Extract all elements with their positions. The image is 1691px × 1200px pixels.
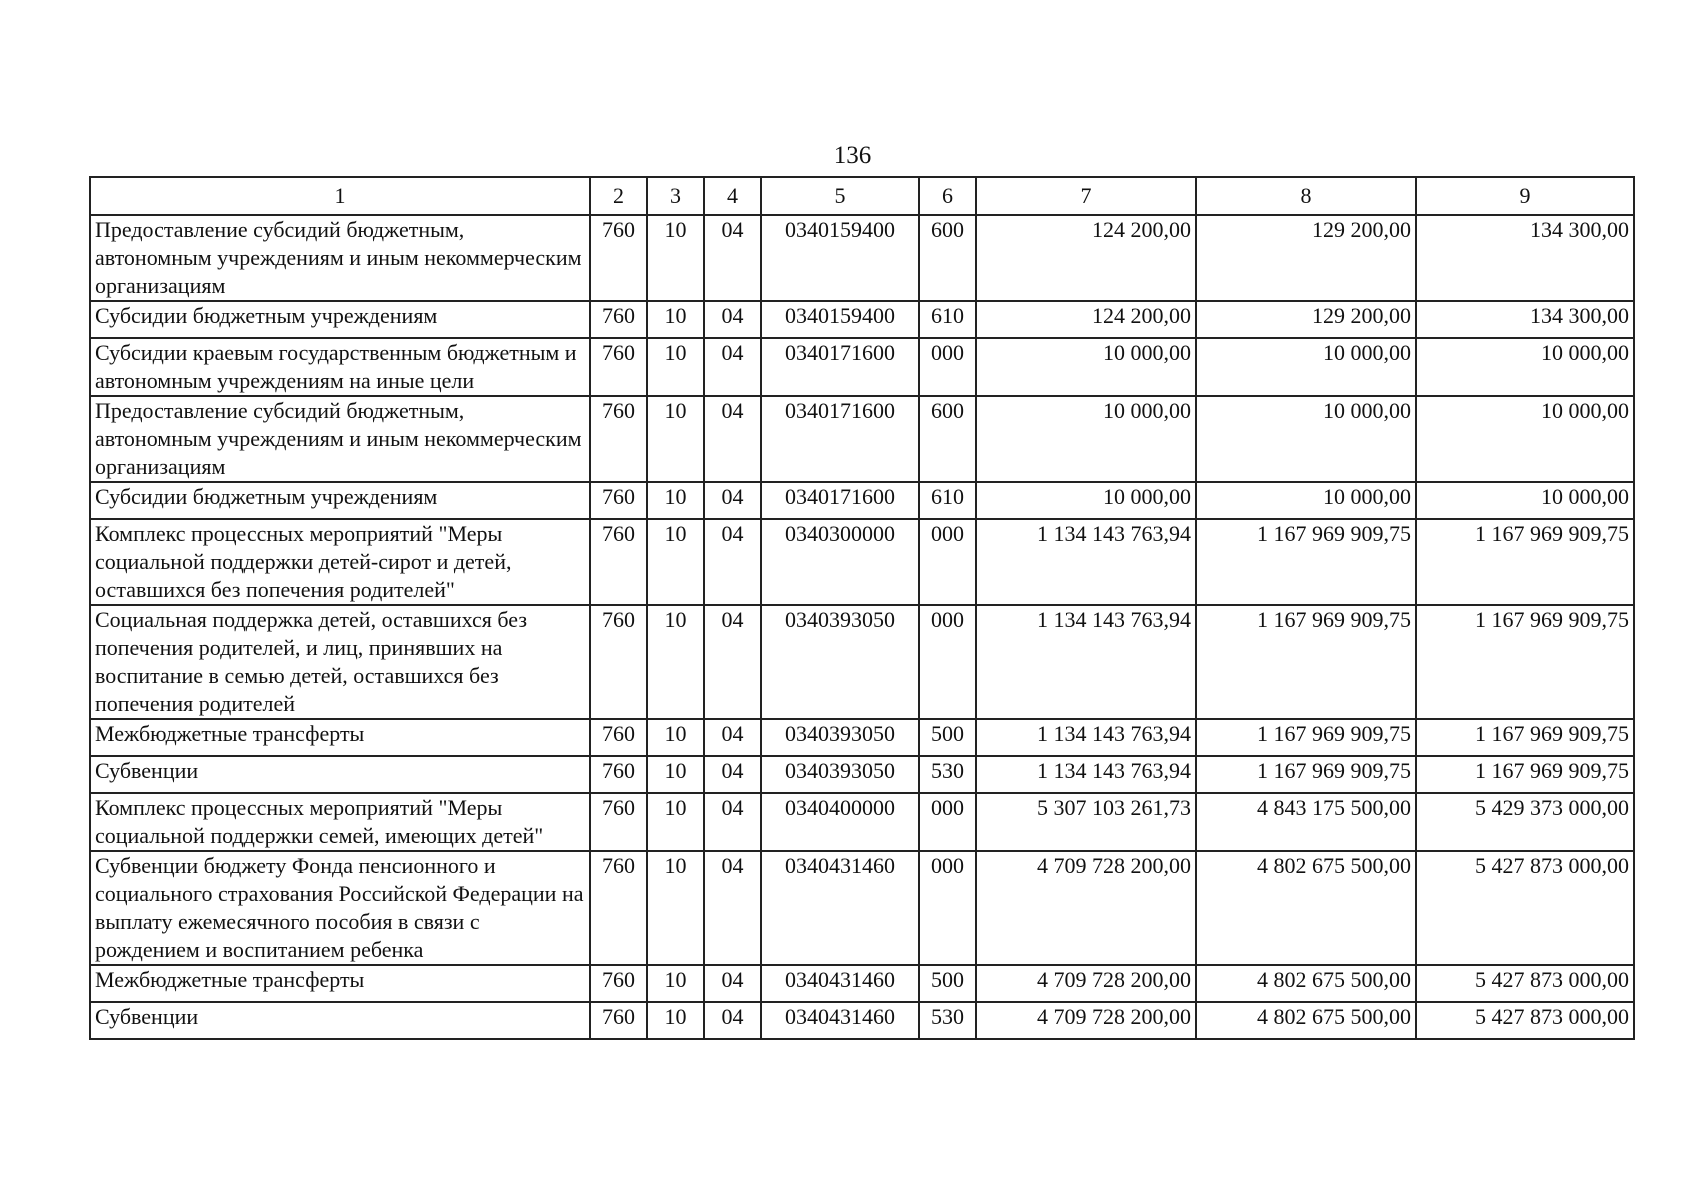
cell-amount: 1 134 143 763,94 (976, 605, 1196, 719)
column-header: 7 (976, 177, 1196, 215)
column-header: 2 (590, 177, 647, 215)
cell-code: 500 (919, 719, 976, 756)
cell-code: 500 (919, 965, 976, 1002)
cell-code: 04 (704, 851, 761, 965)
cell-code: 10 (647, 338, 704, 396)
cell-code: 0340431460 (761, 1002, 919, 1039)
cell-code: 610 (919, 301, 976, 338)
table-row (90, 396, 1634, 482)
cell-code: 04 (704, 1002, 761, 1039)
cell-code: 10 (647, 482, 704, 519)
cell-code: 0340159400 (761, 301, 919, 338)
cell-amount: 124 200,00 (976, 301, 1196, 338)
cell-code: 000 (919, 605, 976, 719)
cell-amount: 1 167 969 909,75 (1196, 519, 1416, 605)
cell-code: 760 (590, 482, 647, 519)
table-row (90, 719, 1634, 756)
cell-amount: 1 167 969 909,75 (1196, 605, 1416, 719)
cell-code: 04 (704, 793, 761, 851)
cell-code: 760 (590, 756, 647, 793)
cell-code: 000 (919, 338, 976, 396)
cell-code: 0340431460 (761, 851, 919, 965)
table-row (90, 605, 1634, 719)
column-header: 1 (90, 177, 590, 215)
cell-amount: 10 000,00 (1416, 482, 1634, 519)
cell-code: 04 (704, 301, 761, 338)
cell-amount: 10 000,00 (1196, 396, 1416, 482)
cell-code: 760 (590, 519, 647, 605)
column-header: 3 (647, 177, 704, 215)
cell-code: 04 (704, 338, 761, 396)
row-name: Межбюджетные трансферты (90, 719, 590, 756)
row-name: Субсидии бюджетным учреждениям (90, 301, 590, 338)
cell-amount: 1 134 143 763,94 (976, 719, 1196, 756)
cell-code: 10 (647, 396, 704, 482)
table-row (90, 482, 1634, 519)
cell-amount: 5 429 373 000,00 (1416, 793, 1634, 851)
cell-code: 04 (704, 965, 761, 1002)
cell-code: 04 (704, 482, 761, 519)
column-header: 6 (919, 177, 976, 215)
cell-code: 530 (919, 1002, 976, 1039)
table-row (90, 756, 1634, 793)
cell-amount: 10 000,00 (1196, 482, 1416, 519)
cell-amount: 129 200,00 (1196, 215, 1416, 301)
cell-code: 04 (704, 519, 761, 605)
cell-code: 0340171600 (761, 482, 919, 519)
cell-code: 0340171600 (761, 396, 919, 482)
cell-code: 04 (704, 215, 761, 301)
cell-code: 10 (647, 756, 704, 793)
page-number: 136 (833, 142, 872, 169)
table-row (90, 338, 1634, 396)
cell-amount: 10 000,00 (1196, 338, 1416, 396)
table-row (90, 301, 1634, 338)
cell-code: 10 (647, 719, 704, 756)
row-name: Субвенции бюджету Фонда пенсионного и социального страхования Российской Федерации на выплату ежемесячного пособия в связи с рождением и воспитанием ребенка (90, 851, 590, 965)
cell-amount: 1 167 969 909,75 (1196, 719, 1416, 756)
cell-amount: 4 709 728 200,00 (976, 851, 1196, 965)
cell-amount: 1 167 969 909,75 (1416, 719, 1634, 756)
cell-code: 760 (590, 1002, 647, 1039)
cell-code: 000 (919, 519, 976, 605)
cell-code: 04 (704, 605, 761, 719)
cell-code: 760 (590, 215, 647, 301)
cell-code: 760 (590, 605, 647, 719)
cell-amount: 10 000,00 (1416, 338, 1634, 396)
cell-code: 760 (590, 338, 647, 396)
row-name: Субвенции (90, 756, 590, 793)
cell-amount: 4 709 728 200,00 (976, 965, 1196, 1002)
cell-code: 760 (590, 719, 647, 756)
cell-amount: 4 802 675 500,00 (1196, 851, 1416, 965)
column-header: 9 (1416, 177, 1634, 215)
cell-code: 600 (919, 396, 976, 482)
cell-amount: 1 167 969 909,75 (1416, 605, 1634, 719)
cell-amount: 4 709 728 200,00 (976, 1002, 1196, 1039)
column-header: 4 (704, 177, 761, 215)
cell-amount: 4 802 675 500,00 (1196, 965, 1416, 1002)
cell-amount: 1 167 969 909,75 (1416, 756, 1634, 793)
cell-code: 610 (919, 482, 976, 519)
cell-code: 0340300000 (761, 519, 919, 605)
cell-amount: 1 134 143 763,94 (976, 519, 1196, 605)
cell-amount: 10 000,00 (976, 482, 1196, 519)
cell-code: 10 (647, 965, 704, 1002)
cell-amount: 10 000,00 (1416, 396, 1634, 482)
row-name: Межбюджетные трансферты (90, 965, 590, 1002)
cell-code: 0340393050 (761, 605, 919, 719)
cell-amount: 124 200,00 (976, 215, 1196, 301)
row-name: Комплекс процессных мероприятий "Меры социальной поддержки детей-сирот и детей, оставшихся без попечения родителей" (90, 519, 590, 605)
row-name: Предоставление субсидий бюджетным, автономным учреждениям и иным некоммерческим организациям (90, 215, 590, 301)
cell-code: 600 (919, 215, 976, 301)
cell-code: 10 (647, 851, 704, 965)
cell-amount: 1 134 143 763,94 (976, 756, 1196, 793)
cell-amount: 1 167 969 909,75 (1196, 756, 1416, 793)
cell-code: 0340400000 (761, 793, 919, 851)
cell-code: 10 (647, 215, 704, 301)
row-name: Комплекс процессных мероприятий "Меры социальной поддержки семей, имеющих детей" (90, 793, 590, 851)
cell-code: 0340431460 (761, 965, 919, 1002)
cell-code: 000 (919, 793, 976, 851)
cell-code: 10 (647, 793, 704, 851)
column-header: 5 (761, 177, 919, 215)
cell-code: 530 (919, 756, 976, 793)
table-row (90, 851, 1634, 965)
header-row (90, 177, 1634, 215)
cell-amount: 10 000,00 (976, 338, 1196, 396)
cell-amount: 5 427 873 000,00 (1416, 1002, 1634, 1039)
cell-code: 04 (704, 719, 761, 756)
cell-code: 760 (590, 301, 647, 338)
cell-amount: 5 427 873 000,00 (1416, 851, 1634, 965)
cell-code: 760 (590, 396, 647, 482)
row-name: Предоставление субсидий бюджетным, автономным учреждениям и иным некоммерческим организациям (90, 396, 590, 482)
cell-code: 760 (590, 793, 647, 851)
cell-code: 0340393050 (761, 719, 919, 756)
row-name: Субвенции (90, 1002, 590, 1039)
cell-code: 0340159400 (761, 215, 919, 301)
cell-code: 10 (647, 1002, 704, 1039)
budget-table (89, 176, 1635, 1040)
cell-amount: 134 300,00 (1416, 301, 1634, 338)
cell-amount: 4 843 175 500,00 (1196, 793, 1416, 851)
cell-code: 760 (590, 965, 647, 1002)
cell-code: 04 (704, 396, 761, 482)
cell-amount: 10 000,00 (976, 396, 1196, 482)
table-row (90, 519, 1634, 605)
cell-code: 04 (704, 756, 761, 793)
cell-code: 10 (647, 301, 704, 338)
table-row (90, 793, 1634, 851)
cell-code: 760 (590, 851, 647, 965)
cell-code: 0340171600 (761, 338, 919, 396)
row-name: Социальная поддержка детей, оставшихся без попечения родителей, и лиц, принявших на воспитание в семью детей, оставшихся без попечения родителей (90, 605, 590, 719)
cell-code: 0340393050 (761, 756, 919, 793)
cell-amount: 5 427 873 000,00 (1416, 965, 1634, 1002)
cell-code: 10 (647, 605, 704, 719)
table-row (90, 1002, 1634, 1039)
table-row (90, 965, 1634, 1002)
table-row (90, 215, 1634, 301)
column-header: 8 (1196, 177, 1416, 215)
row-name: Субсидии бюджетным учреждениям (90, 482, 590, 519)
cell-amount: 129 200,00 (1196, 301, 1416, 338)
cell-code: 10 (647, 519, 704, 605)
cell-amount: 134 300,00 (1416, 215, 1634, 301)
row-name: Субсидии краевым государственным бюджетным и автономным учреждениям на иные цели (90, 338, 590, 396)
cell-code: 000 (919, 851, 976, 965)
cell-amount: 5 307 103 261,73 (976, 793, 1196, 851)
cell-amount: 1 167 969 909,75 (1416, 519, 1634, 605)
cell-amount: 4 802 675 500,00 (1196, 1002, 1416, 1039)
